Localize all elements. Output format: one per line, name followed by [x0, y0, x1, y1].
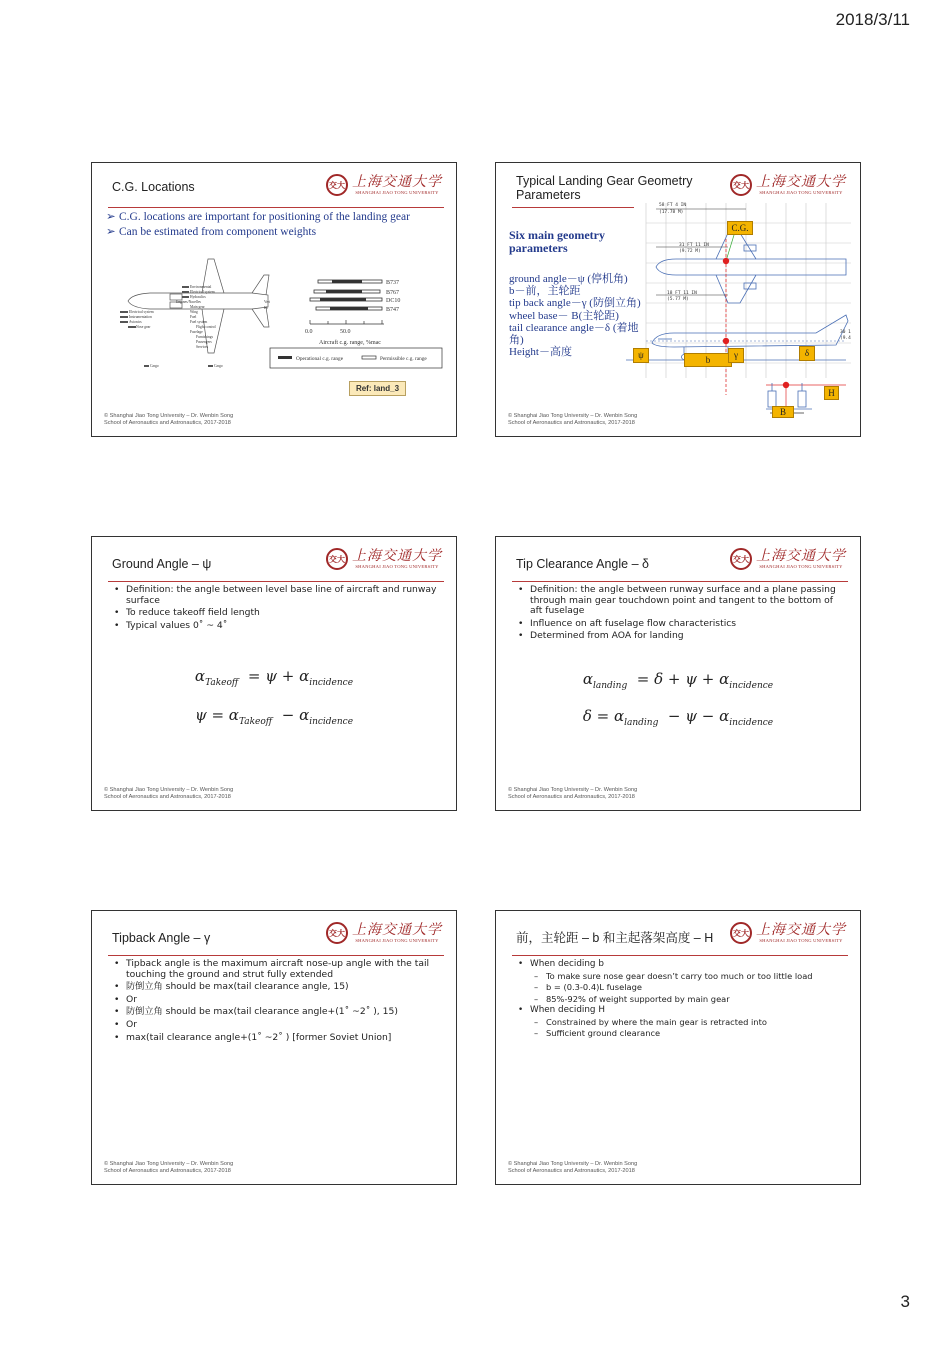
university-logo [730, 922, 846, 944]
legend-label: Permissible c.g. range [380, 356, 427, 362]
slide-wheelbase-height [495, 910, 861, 1185]
wheelbase-tag: B [772, 406, 794, 418]
slide-title: Typical Landing Gear Geometry Parameters [516, 174, 693, 202]
bullet-list [518, 585, 842, 644]
dimension-label: (9.4 [840, 336, 851, 341]
logo-cn: 上海交通大学 [352, 548, 442, 564]
component-label: Hydraulics [190, 295, 206, 299]
logo-en: SHANGHAI JIAO TONG UNIVERSITY [355, 190, 439, 195]
dimension-label: (5.77 M) [667, 297, 689, 302]
slide-footer: © Shanghai Jiao Tong University – Dr. Wenbin Song School of Aeronautics and Astronautics, 2017-2018 [104, 413, 234, 426]
aircraft-label: DC10 [386, 298, 401, 304]
logo-en: SHANGHAI JIAO TONG UNIVERSITY [759, 190, 843, 195]
slide-title: C.G. Locations [112, 180, 195, 194]
logo-cn: 上海交通大学 [352, 922, 442, 938]
cg-axis [310, 320, 384, 324]
title-rule [512, 581, 848, 582]
component-label: Fuel [190, 315, 197, 319]
slide-ground-angle [91, 536, 457, 811]
list-item: • Definition: the angle between runway surface and a plane passing through main gear touchdown point and tangent to the bottom of aft fuselage [518, 585, 842, 617]
logo-en: SHANGHAI JIAO TONG UNIVERSITY [355, 938, 439, 943]
list-item: ground angle－ψ (停机角) [509, 273, 628, 285]
slide-cg-locations [91, 162, 457, 437]
component-label: Nose gear [136, 325, 151, 329]
title-rule [512, 955, 848, 956]
title-rule [108, 955, 444, 956]
legend-label: Operational c.g. range [296, 356, 344, 362]
slide-footer: © Shanghai Jiao Tong University – Dr. Wenbin Song School of Aeronautics and Astronautics, 2017-2018 [508, 787, 638, 800]
dimension-label: (17.78 M) [659, 210, 684, 215]
gamma-tag: γ [728, 348, 744, 363]
dimension-label: 30 1 [840, 330, 851, 335]
component-label: Instrumentation [129, 315, 152, 319]
axis-label: Aircraft c.g. range, %mac [319, 340, 381, 346]
slide-footer: © Shanghai Jiao Tong University – Dr. Wenbin Song School of Aeronautics and Astronautics, 2017-2018 [104, 1161, 234, 1174]
slide-title: Tipback Angle – γ [112, 931, 211, 945]
logo-en: SHANGHAI JIAO TONG UNIVERSITY [759, 938, 843, 943]
list-item: • Influence on aft fuselage flow characteristics [518, 619, 842, 630]
slide-footer: © Shanghai Jiao Tong University – Dr. Wenbin Song School of Aeronautics and Astronautics, 2017-2018 [104, 787, 234, 800]
list-item: • Or [114, 1020, 438, 1031]
component-label: Fuselage [190, 330, 203, 334]
list-item: – Sufficient ground clearance [518, 1028, 842, 1038]
list-item: • When deciding H [518, 1005, 842, 1015]
seal-icon: 交大 [326, 922, 348, 944]
list-item: • Or [114, 995, 438, 1006]
list-item: • Typical values 0˚ ~ 4˚ [114, 621, 438, 632]
psi-tag: ψ [633, 348, 649, 363]
logo-en: SHANGHAI JIAO TONG UNIVERSITY [355, 564, 439, 569]
list-item: b－前，主轮距 [509, 285, 581, 298]
page-number: 3 [900, 1292, 910, 1311]
slide-title: 前，主轮距 – b 和主起落架高度 – H [516, 931, 714, 945]
list-item: • 防倒立角 should be max(tail clearance angle+(1˚ ~2˚ ), 15) [114, 1007, 438, 1018]
component-label: Fuel system [190, 320, 208, 324]
formula-landing: $\alpha_{landing} = \delta + \psi + \alpha_{incidence}$ [582, 670, 774, 691]
seal-icon: 交大 [730, 922, 752, 944]
reference-tag: Ref: land_3 [349, 381, 406, 396]
dimension-label: (9.72 M) [679, 249, 701, 254]
formula-takeoff: $\alpha_{Takeoff} = \psi + \alpha_{incidence}$ [194, 667, 354, 688]
slide-title: Tip Clearance Angle – δ [516, 557, 649, 571]
component-label: Flight control [196, 325, 216, 329]
list-item: • Tipback angle is the maximum aircraft nose-up angle with the tail touching the ground and strut fully extended [114, 959, 438, 980]
list-item: wheel base－ B(主轮距) [509, 309, 619, 322]
list-item: – 85%-92% of weight supported by main gear [518, 994, 842, 1004]
aircraft-label: B747 [386, 307, 400, 313]
formula-ground-angle: $\psi = \alpha_{Takeoff} - \alpha_{incidence}$ [194, 706, 354, 727]
component-label: Vert [264, 300, 270, 304]
bullet-list [518, 959, 842, 1039]
component-label: Passengers [196, 340, 212, 344]
seal-icon: 交大 [730, 174, 752, 196]
list-item: – Constrained by where the main gear is retracted into [518, 1017, 842, 1027]
slide-footer: © Shanghai Jiao Tong University – Dr. Wenbin Song School of Aeronautics and Astronautics, 2017-2018 [508, 1161, 638, 1174]
component-label: Avionics [129, 320, 142, 324]
heading: Six main geometry parameters [509, 228, 605, 255]
dimension-label: 58 FT 4 IN [659, 203, 687, 208]
slide-tip-clearance-angle [495, 536, 861, 811]
list-item: • When deciding b [518, 959, 842, 969]
bullet-list [114, 585, 438, 633]
component-label: Engines/Nacelles [176, 300, 201, 304]
list-item: ➢ Can be estimated from component weights [106, 226, 442, 239]
component-label: Cargo [214, 364, 223, 368]
cg-legend [270, 348, 442, 368]
list-item: tip back angle－γ (防倒立角) [509, 297, 641, 310]
bullet-list [114, 959, 438, 1045]
component-label: Electrical system [190, 290, 215, 294]
parameter-list [509, 273, 649, 358]
component-label: Main gear [190, 305, 205, 309]
slide-tipback-angle [91, 910, 457, 1185]
list-item: tail clearance angle－δ (着地角) [509, 321, 639, 347]
list-item: – To make sure nose gear doesn’t carry too much or too little load [518, 971, 842, 981]
component-label: Wing [190, 310, 198, 314]
university-logo [326, 922, 442, 944]
list-item: • Definition: the angle between level base line of aircraft and runway surface [114, 585, 438, 606]
university-logo [326, 548, 442, 570]
list-item: • To reduce takeoff field length [114, 608, 438, 619]
component-label: Ht [264, 306, 268, 310]
cg-range-bars [310, 280, 382, 310]
logo-en: SHANGHAI JIAO TONG UNIVERSITY [759, 564, 843, 569]
university-logo [730, 548, 846, 570]
slide-landing-gear-geometry [495, 162, 861, 437]
slide-title: Ground Angle – ψ [112, 557, 212, 571]
dimension-label: 18 FT 11 IN [667, 291, 697, 296]
component-label: Environmental [190, 285, 212, 289]
delta-tag: δ [799, 346, 815, 361]
component-label: Cargo [150, 364, 159, 368]
logo-cn: 上海交通大学 [352, 174, 442, 190]
logo-cn: 上海交通大学 [756, 174, 846, 190]
list-item: • Determined from AOA for landing [518, 631, 842, 642]
height-tag: H [824, 386, 839, 400]
logo-cn: 上海交通大学 [756, 548, 846, 564]
title-rule [108, 581, 444, 582]
list-item: • max(tail clearance angle+(1˚ ~2˚ ) [former Soviet Union] [114, 1033, 438, 1044]
logo-cn: 上海交通大学 [756, 922, 846, 938]
axis-tick: 0.0 [305, 329, 313, 335]
seal-icon: 交大 [730, 548, 752, 570]
seal-icon: 交大 [326, 548, 348, 570]
component-label: Services [196, 345, 209, 349]
aircraft-label: B767 [386, 290, 400, 296]
formula-tip-clearance: $\delta = \alpha_{landing} - \psi - \alpha_{incidence}$ [582, 707, 774, 728]
slide-footer: © Shanghai Jiao Tong University – Dr. Wenbin Song School of Aeronautics and Astronautics, 2017-2018 [508, 413, 638, 426]
axis-tick: 50.0 [340, 329, 351, 335]
page-date: 2018/3/11 [835, 10, 910, 29]
list-item: ➢ C.G. locations are important for positioning of the landing gear [106, 211, 442, 224]
component-label: Furnishings [196, 335, 213, 339]
list-item: • 防倒立角 should be max(tail clearance angle, 15) [114, 982, 438, 993]
cg-tag: C.G. [727, 221, 753, 235]
list-item: – b = (0.3-0.4)L fuselage [518, 982, 842, 992]
b-tag: b [684, 353, 732, 367]
aircraft-label: B737 [386, 280, 400, 286]
seal-icon: 交大 [326, 174, 348, 196]
list-item: Height－高度 [509, 346, 572, 359]
dimension-label: 31 FT 11 IN [679, 243, 709, 248]
component-label: Electrical system [129, 310, 154, 314]
